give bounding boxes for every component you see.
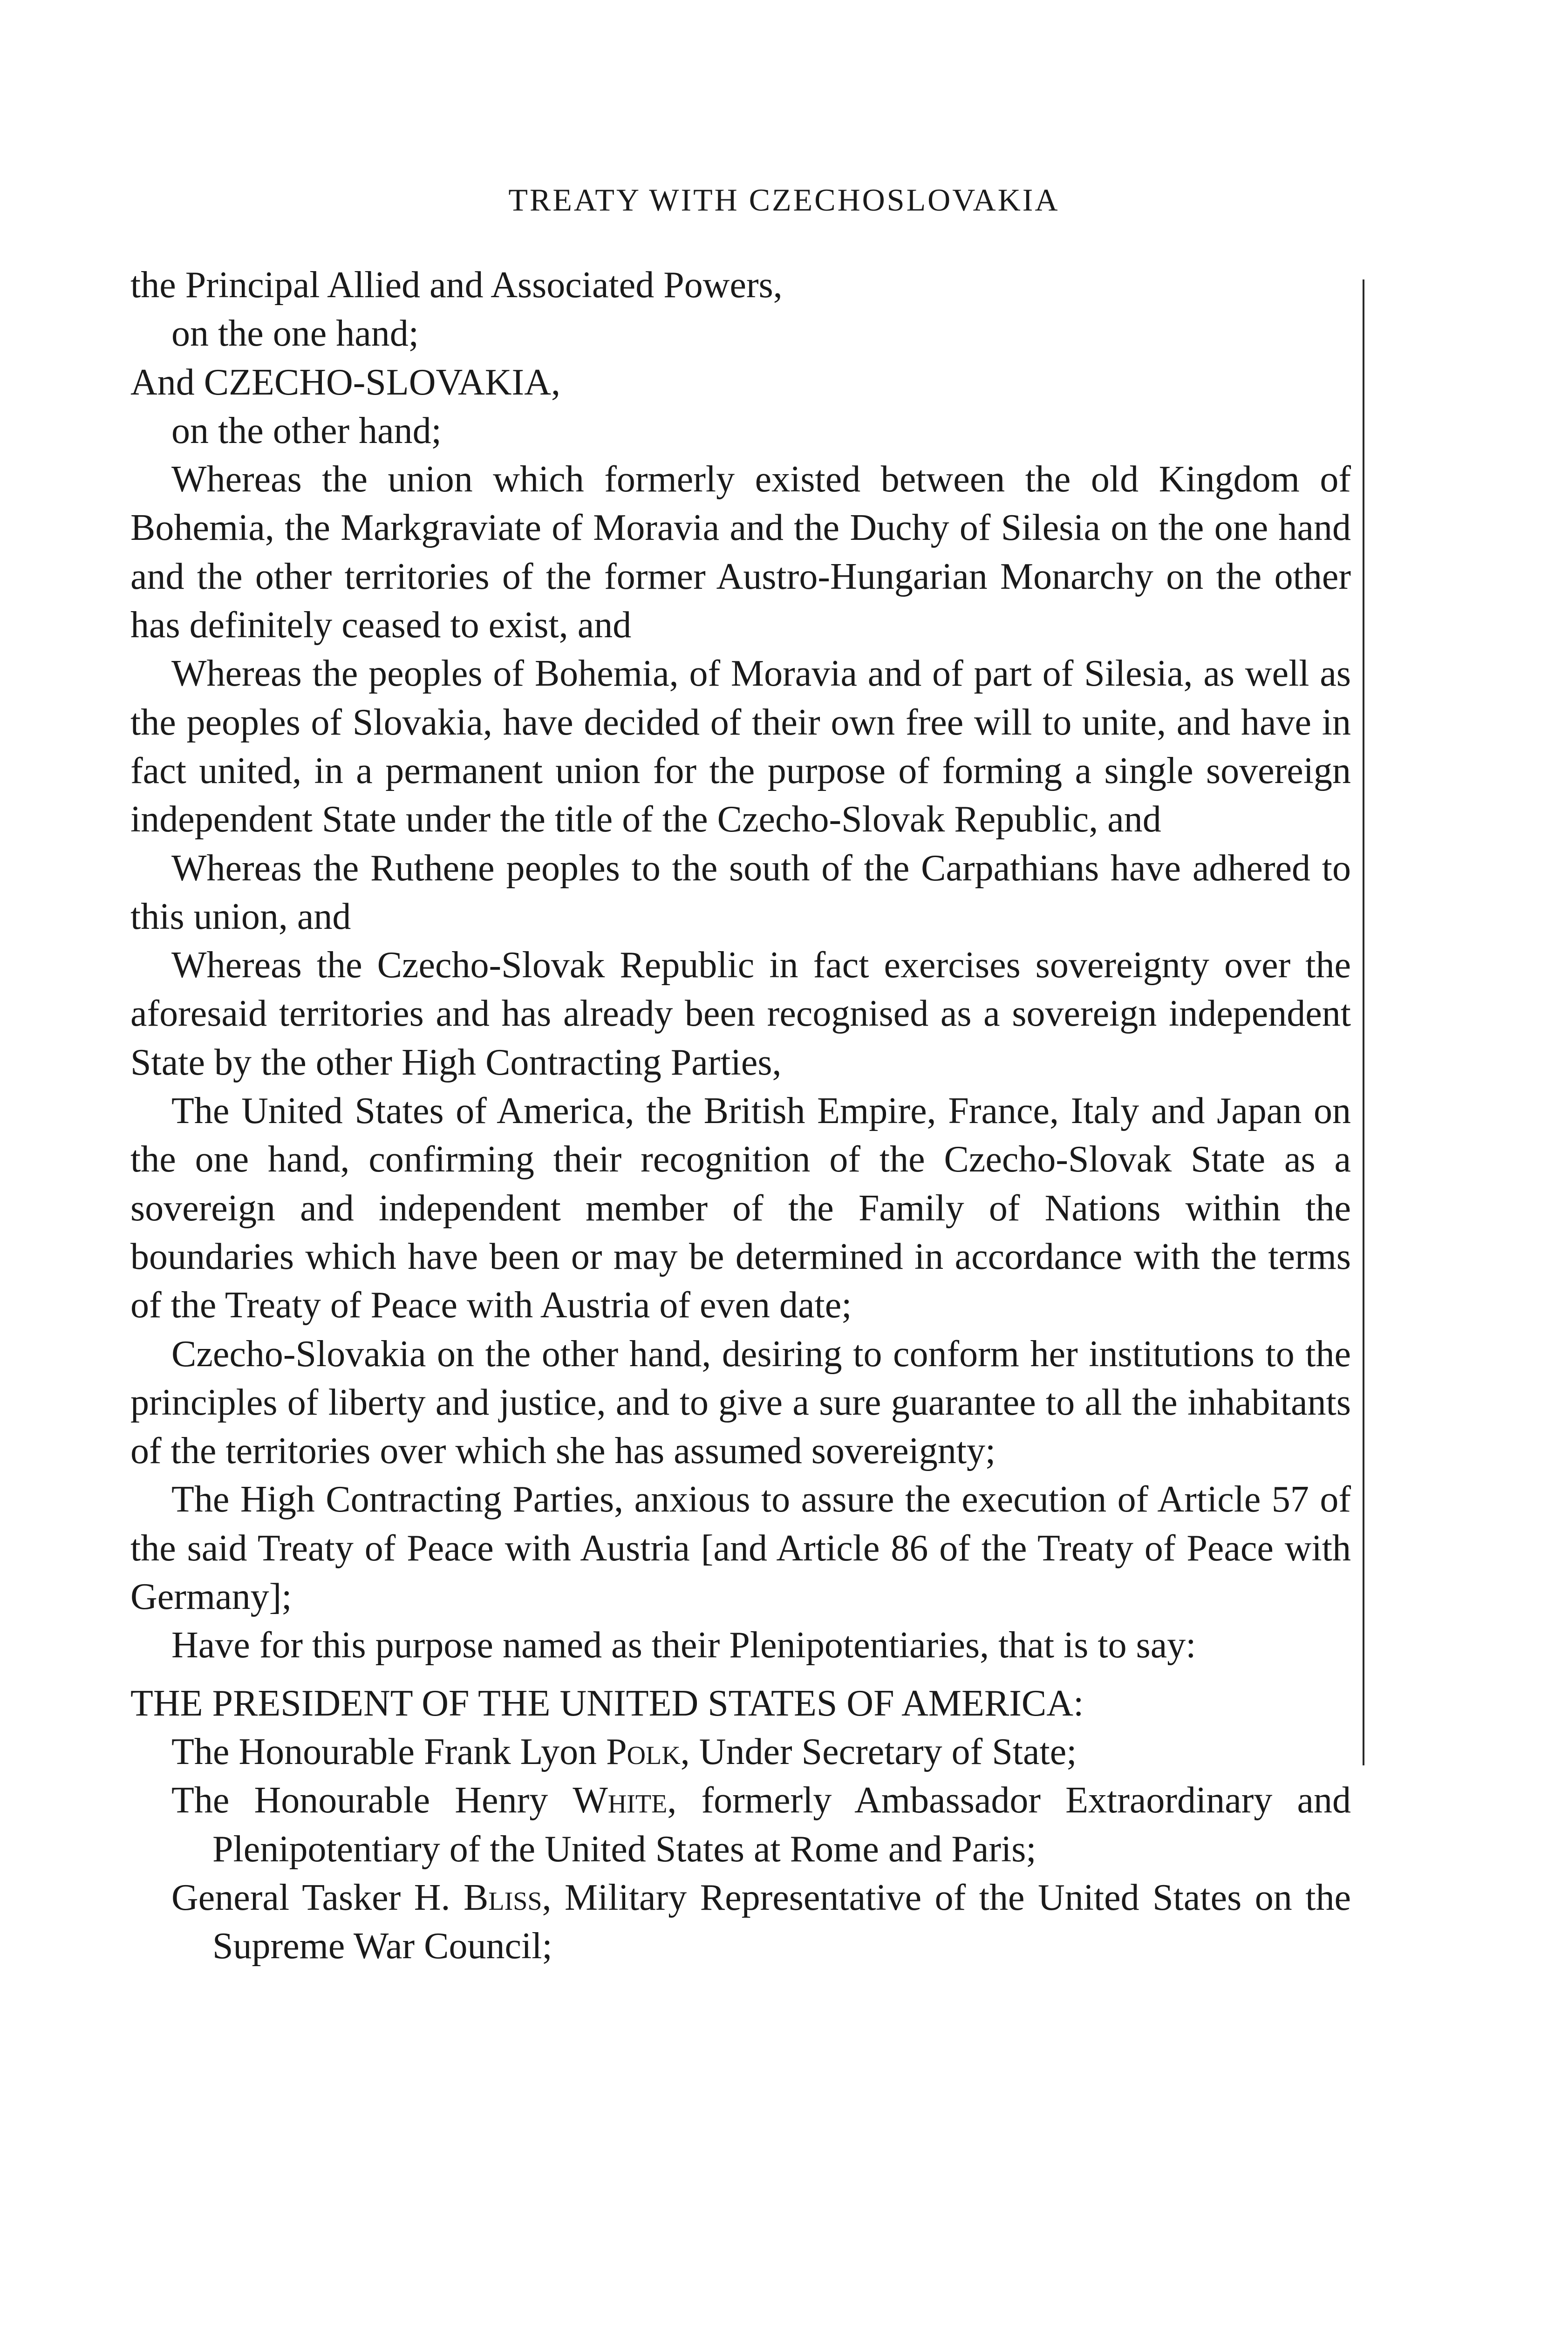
paragraph: on the other hand; (171, 410, 442, 451)
paragraph: Whereas the peoples of Bohemia, of Moravia and of part of Silesia, as well as the peoples of Slovakia, have decided of their own free will to unite, and have in fact united, in a permanent union for the purpose of forming a single sovereign independent State under the title of the Czecho-Slovak Republic, and (130, 653, 1351, 840)
paragraph: The High Contracting Parties, anxious to assure the execution of Article 57 of the said Treaty of Peace with Austria [and Article 86 of the Treaty of Peace with Germany]; (130, 1479, 1351, 1618)
paragraph: Have for this purpose named as their Plenipotentiaries, that is to say: (171, 1625, 1196, 1666)
plenipotentiary-heading: THE PRESIDENT OF THE UNITED STATES OF AMERICA: (130, 1682, 1084, 1724)
paragraph: Whereas the Czecho-Slovak Republic in fact exercises sovereignty over the aforesaid territories and has already been recognised as a sovereign independent State by the other High Contracting Parties, (130, 945, 1351, 1083)
paragraph: on the one hand; (171, 313, 419, 354)
plenipotentiary-name: Bliss (464, 1877, 542, 1918)
paragraph: the Principal Allied and Associated Powers, (130, 265, 783, 306)
entry-text: , formerly Ambassador Extraordinary and Plenipotentiary of the United States at Rome and Paris; (212, 1780, 1351, 1870)
plenipotentiary-entry (171, 1776, 1351, 1873)
entry-text: The Honourable Henry (171, 1780, 573, 1821)
running-head: TREATY WITH CZECHOSLOVAKIA (508, 182, 1060, 218)
page-body (130, 261, 1351, 1970)
paragraph: The United States of America, the British Empire, France, Italy and Japan on the one hand, confirming their recognition of the Czecho-Slovak State as a sovereign and independent member of the Family of Nations within the boundaries which have been or may be determined in accordance with the terms of the Treaty of Peace with Austria of even date; (130, 1090, 1351, 1326)
paragraph: Whereas the Ruthene peoples to the south of the Carpathians have adhered to this union, and (130, 847, 1351, 937)
entry-text: , Under Secretary of State; (680, 1731, 1077, 1772)
plenipotentiary-entry (171, 1873, 1351, 1971)
paragraph: Czecho-Slovakia on the other hand, desiring to conform her institutions to the principles of liberty and justice, and to give a sure guarantee to all the inhabitants of the territories over which she has assumed sovereignty; (130, 1333, 1351, 1472)
plenipotentiary-name: Polk (606, 1731, 681, 1772)
plenipotentiary-name: White (573, 1780, 668, 1821)
entry-text: General Tasker H. (171, 1877, 464, 1918)
paragraph: And CZECHO-SLOVAKIA, (130, 361, 560, 403)
entry-text: , Military Representative of the United States on the Supreme War Council; (212, 1877, 1351, 1967)
paragraph: Whereas the union which formerly existed between the old Kingdom of Bohemia, the Markgraviate of Moravia and the Duchy of Silesia on the one hand and the other territories of the former Austro-Hungarian Monarchy on the other has definitely ceased to exist, and (130, 459, 1351, 646)
margin-rule (1363, 279, 1364, 1765)
plenipotentiary-entry (171, 1728, 1351, 1776)
entry-text: The Honourable Frank Lyon (171, 1731, 607, 1772)
